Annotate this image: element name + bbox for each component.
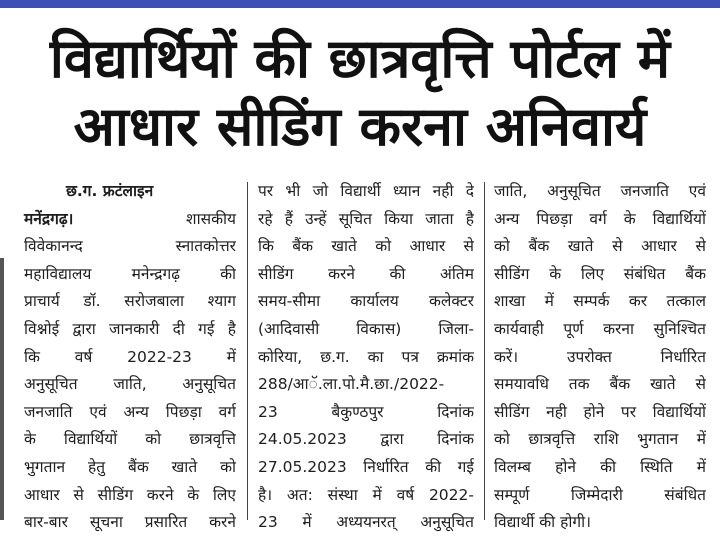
paragraph-line: सीडिंग करने की अंतिम bbox=[258, 264, 474, 283]
paragraph-line: 27.05.2023 निर्धारित की गई bbox=[258, 457, 474, 476]
paragraph-line: समय-सीमा कार्यालय कलेक्टर bbox=[258, 292, 474, 311]
paragraph-line: सम्पूर्ण जिम्मेदारी संबंधित bbox=[494, 485, 706, 504]
paragraph-line: रहे हैं उन्हें सूचित किया जाता है bbox=[258, 209, 474, 228]
paragraph-line: पर भी जो विद्यार्थी ध्यान नही दे bbox=[258, 182, 474, 200]
paragraph-line: विद्यार्थी की होगी। bbox=[494, 513, 591, 532]
byline: छ.ग. फ्रटंलाइन bbox=[66, 182, 154, 200]
paragraph-line: विवेकानन्द स्नातकोत्तर bbox=[24, 237, 236, 256]
dateline: मनेंद्रगढ़। bbox=[24, 209, 74, 228]
paragraph-line: को छात्रवृत्ति राशि भुगतान में bbox=[494, 430, 706, 449]
paragraph-line: करें। उपरोक्त निर्धारित bbox=[494, 347, 706, 366]
paragraph-line: प्राचार्य डॉ. सरोजबाला श्याग bbox=[24, 292, 236, 311]
headline-line-2: आधार सीडिंग करना अनिवार्य bbox=[73, 95, 647, 158]
article-column-2 bbox=[258, 178, 474, 537]
paragraph-line: जाति, अनुसूचित जनजाति एवं bbox=[494, 182, 706, 200]
paragraph-line: कार्यवाही पूर्ण करना सुनिश्चित bbox=[494, 319, 706, 338]
paragraph-line: समयावधि तक बैंक खाते से bbox=[494, 375, 706, 394]
paragraph-line: 23 में अध्ययनरत् अनुसूचित bbox=[258, 513, 474, 532]
paragraph-line: अन्य पिछड़ा वर्ग के विद्यार्थियों bbox=[494, 209, 706, 228]
paragraph-line: 23 बैकुण्ठपुर दिनांक bbox=[258, 402, 474, 421]
paragraph-line: को बैंक खाते से आधार से bbox=[494, 237, 706, 256]
dateline-row bbox=[24, 206, 236, 234]
paragraph-line: कि बैंक खाते को आधार से bbox=[258, 237, 474, 256]
paragraph-line: अनुसूचित जाति, अनुसूचित bbox=[24, 375, 236, 394]
column-divider-2 bbox=[484, 182, 485, 520]
paragraph-line: 24.05.2023 द्वारा दिनांक bbox=[258, 430, 474, 449]
headline-line-1: विद्यार्थियों की छात्रवृत्ति पोर्टल में bbox=[49, 27, 671, 90]
paragraph-line: विलम्ब होने की स्थिति में bbox=[494, 457, 706, 476]
paragraph-line: है। अत: संस्था में वर्ष 2022- bbox=[258, 485, 474, 504]
paragraph-line: के विद्यार्थियों को छात्रवृत्ति bbox=[24, 430, 236, 449]
paragraph-line: विश्नोई द्वारा जानकारी दी गई है bbox=[24, 319, 236, 338]
paragraph-line: बार-बार सूचना प्रसारित करने bbox=[24, 513, 236, 532]
paragraph-line: कोरिया, छ.ग. का पत्र क्रमांक bbox=[258, 347, 474, 366]
paragraph-line: भुगतान हेतु बैंक खाते को bbox=[24, 457, 236, 476]
paragraph-line: सीडिंग के लिए संबंधित बैंक bbox=[494, 264, 706, 283]
paragraph-line: 288/आॅ.ला.पो.मै.छा./2022- bbox=[258, 375, 445, 394]
left-edge-mark bbox=[0, 258, 4, 520]
paragraph-line: (आदिवासी विकास) जिला- bbox=[258, 319, 474, 338]
paragraph-line: शासकीय bbox=[186, 209, 236, 228]
article-column-3 bbox=[494, 178, 706, 537]
paragraph-line: कि वर्ष 2022-23 में bbox=[24, 347, 236, 366]
column-divider-1 bbox=[247, 182, 248, 520]
paragraph-line: जनजाति एवं अन्य पिछड़ा वर्ग bbox=[24, 402, 236, 421]
paragraph-line: आधार से सीडिंग करने के लिए bbox=[24, 485, 236, 504]
paragraph-line: शाखा में सम्पर्क कर तत्काल bbox=[494, 292, 706, 311]
paragraph-line: सीडिंग नही होने पर विद्यार्थियों bbox=[494, 402, 706, 421]
article-column-1 bbox=[24, 178, 236, 537]
top-rule bbox=[0, 0, 720, 8]
paragraph-line: महाविद्यालय मनेन्द्रगढ़ की bbox=[24, 264, 236, 283]
